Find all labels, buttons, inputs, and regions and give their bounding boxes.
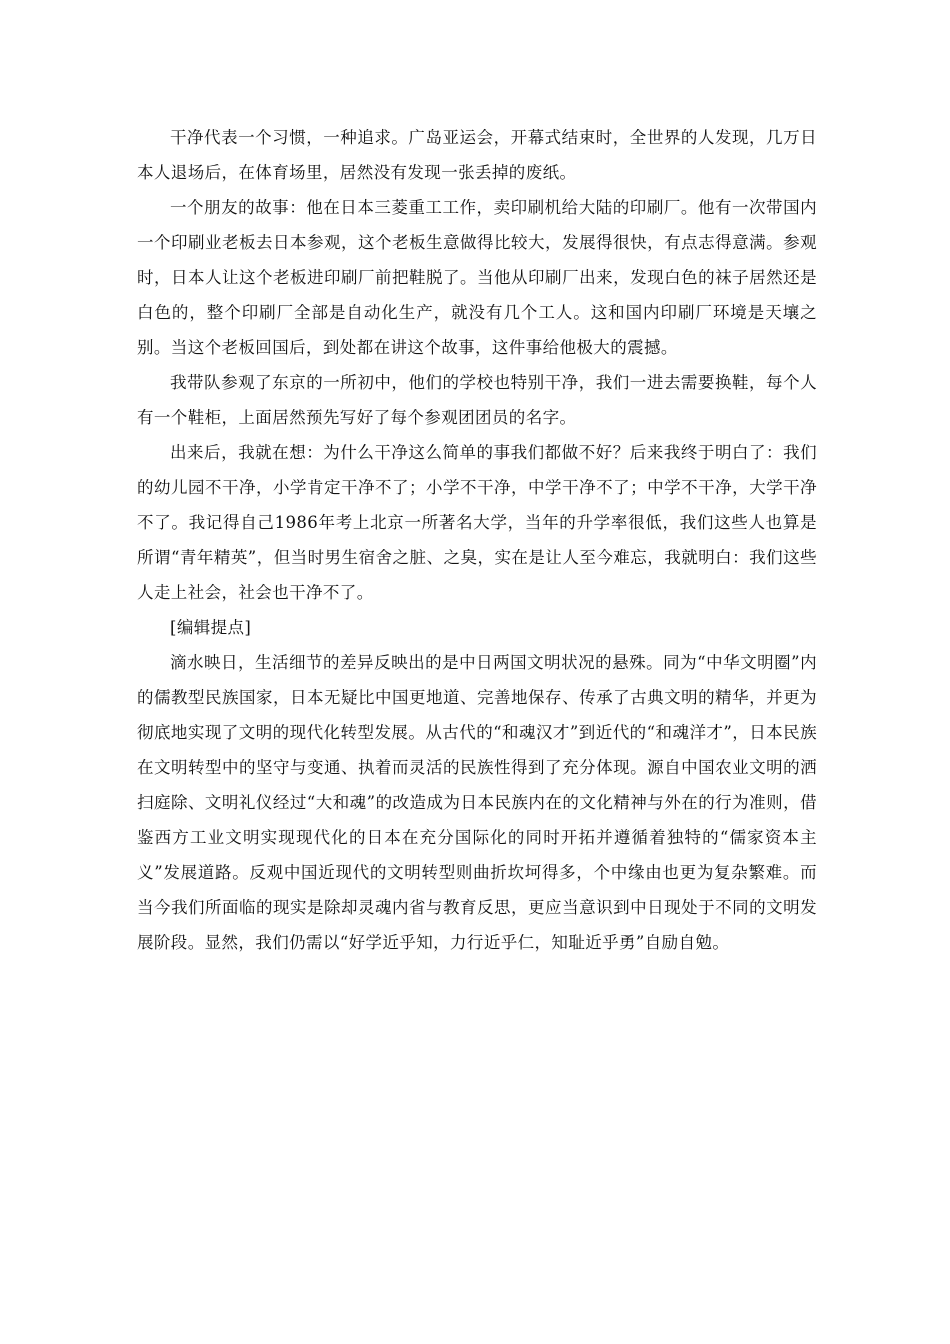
paragraph-tokyo-school: 我带队参观了东京的一所初中，他们的学校也特别干净，我们一进去需要换鞋，每个人有一个鞋柜，上面居然预先写好了每个参观团团员的名字。 xyxy=(137,373,817,427)
editor-notes-heading: [编辑提点] xyxy=(170,618,252,637)
paragraph-reflection: 出来后，我就在想：为什么干净这么简单的事我们都做不好？后来我终于明白了：我们的幼儿园不干净，小学肯定干净不了；小学不干净，中学干净不了；中学不干净，大学干净不了。我记得自己1986年考上北京一所著名大学，当年的升学率很低，我们这些人也算是所谓“青年精英”，但当时男生宿舍之脏、之臭，实在是让人至今难忘，我就明白：我们这些人走上社会，社会也干净不了。 xyxy=(137,443,817,602)
document-body xyxy=(137,120,817,960)
paragraph-friend-story: 一个朋友的故事：他在日本三菱重工工作，卖印刷机给大陆的印刷厂。他有一次带国内一个印刷业老板去日本参观，这个老板生意做得比较大，发展得很快，有点志得意满。参观时，日本人让这个老板进印刷厂前把鞋脱了。当他从印刷厂出来，发现白色的袜子居然还是白色的，整个印刷厂全部是自动化生产，就没有几个工人。这和国内印刷厂环境是天壤之别。当这个老板回国后，到处都在讲这个故事，这件事给他极大的震撼。 xyxy=(137,198,817,357)
editor-notes-paragraph: 滴水映日，生活细节的差异反映出的是中日两国文明状况的悬殊。同为“中华文明圈”内的儒教型民族国家，日本无疑比中国更地道、完善地保存、传承了古典文明的精华，并更为彻底地实现了文明的现代化转型发展。从古代的“和魂汉才”到近代的“和魂洋才”，日本民族在文明转型中的坚守与变通、执着而灵活的民族性得到了充分体现。源自中国农业文明的洒扫庭除、文明礼仪经过“大和魂”的改造成为日本民族内在的文化精神与外在的行为准则，借鉴西方工业文明实现现代化的日本在充分国际化的同时开拓并遵循着独特的“儒家资本主义”发展道路。反观中国近现代的文明转型则曲折坎坷得多，个中缘由也更为复杂繁难。而当今我们所面临的现实是除却灵魂内省与教育反思，更应当意识到中日现处于不同的文明发展阶段。显然，我们仍需以“好学近乎知，力行近乎仁，知耻近乎勇”自励自勉。 xyxy=(137,653,817,952)
paragraph-cleanliness-habit: 干净代表一个习惯，一种追求。广岛亚运会，开幕式结束时，全世界的人发现，几万日本人退场后，在体育场里，居然没有发现一张丢掉的废纸。 xyxy=(137,128,817,182)
